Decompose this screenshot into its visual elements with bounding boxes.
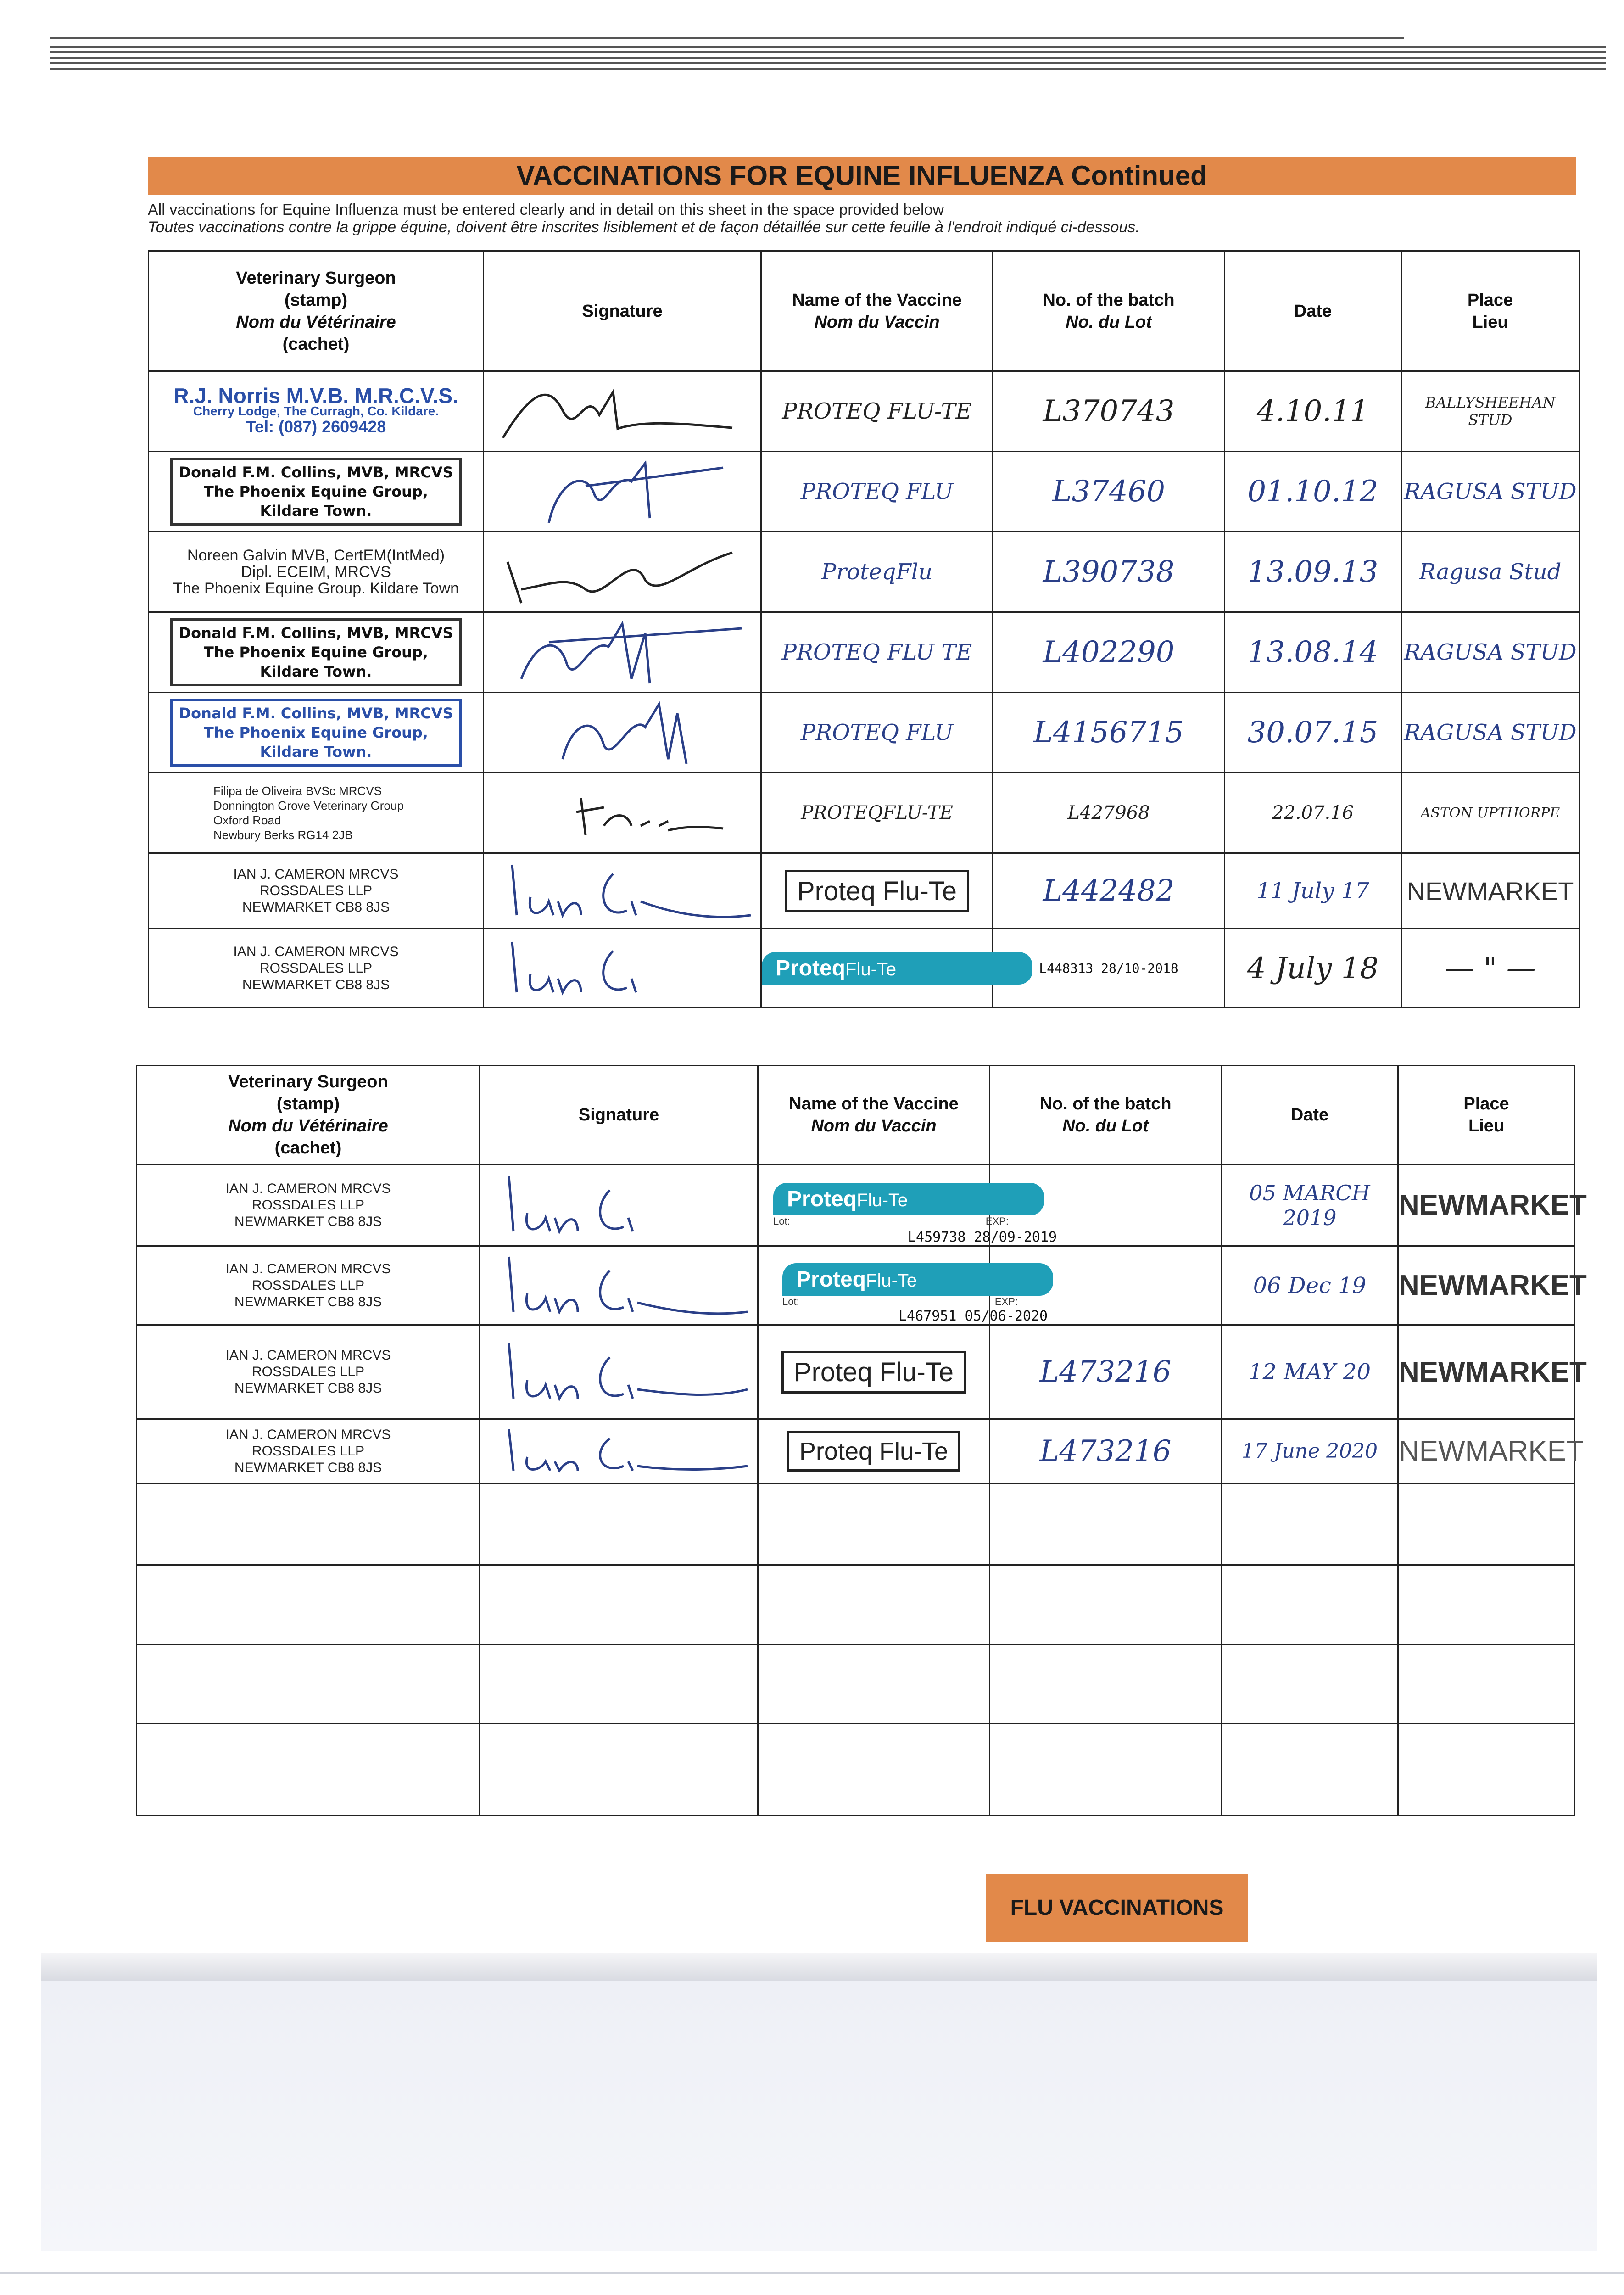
place: NEWMARKET: [1398, 1164, 1575, 1246]
signature-mark: [494, 374, 751, 447]
batch-number: L459738 28/09-2019: [990, 1164, 1222, 1246]
section-tab: FLU VACCINATIONS: [986, 1874, 1248, 1942]
vet-stamp: IAN J. CAMERON MRCVS ROSSDALES LLP NEWMARKET CB8 8JS: [137, 1419, 480, 1483]
table-row-empty: [137, 1565, 1575, 1645]
signature-mark: [494, 933, 751, 1002]
header-batch: No. of the batch No. du Lot: [993, 251, 1225, 371]
signature: [484, 612, 761, 693]
vaccine-name: Proteq Flu-Te: [758, 1325, 990, 1419]
header-date: Date: [1225, 251, 1401, 371]
vet-stamp: IAN J. CAMERON MRCVS ROSSDALES LLP NEWMARKET CB8 8JS: [137, 1246, 480, 1325]
signature: [480, 1325, 758, 1419]
table-row-empty: [137, 1724, 1575, 1816]
top-rule: [50, 46, 1606, 48]
signature: [484, 693, 761, 773]
place: NEWMARKET: [1398, 1419, 1575, 1483]
batch-number: L370743: [993, 371, 1225, 452]
header-date: Date: [1222, 1066, 1398, 1164]
signature-mark: [494, 534, 751, 608]
header-batch: No. of the batch No. du Lot: [990, 1066, 1222, 1164]
scan-background: [41, 1981, 1597, 2251]
vaccination-date: 01.10.12: [1225, 452, 1401, 532]
header-place: Place Lieu: [1401, 251, 1579, 371]
vet-stamp: R.J. Norris M.V.B. M.R.C.V.S. Cherry Lodge, The Curragh, Co. Kildare. Tel: (087) 2609428: [149, 371, 484, 452]
place: NEWMARKET: [1401, 853, 1579, 929]
scan-shadow: [41, 1953, 1597, 1981]
vaccination-date: 12 MAY 20: [1222, 1325, 1398, 1419]
batch-number: L467951 05/06-2020: [990, 1246, 1222, 1325]
vet-stamp: Filipa de Oliveira BVSc MRCVS Donnington Grove Veterinary Group Oxford Road Newbury Berks RG14 2JB: [149, 773, 484, 853]
vaccine-name: PROTEQFLU-TE: [761, 773, 993, 853]
header-vet: Veterinary Surgeon (stamp) Nom du Vétérinaire (cachet): [149, 251, 484, 371]
signature-mark: [491, 1248, 748, 1321]
batch-number: L473216: [990, 1325, 1222, 1419]
header-vet: Veterinary Surgeon (stamp) Nom du Vétérinaire (cachet): [137, 1066, 480, 1164]
place: RAGUSA STUD: [1401, 693, 1579, 773]
table-row: [149, 853, 1579, 929]
vaccination-date: 30.07.15: [1225, 693, 1401, 773]
vaccine-name: PROTEQ FLU-TE: [761, 371, 993, 452]
vaccination-table-2: [136, 1065, 1587, 1816]
vaccination-date: 11 July 17: [1225, 853, 1401, 929]
vaccine-name: [761, 929, 993, 1008]
table-row: [149, 693, 1579, 773]
top-rule: [50, 37, 1404, 39]
vaccine-name: Proteq Flu-Te: [761, 853, 993, 929]
signature-mark: [494, 615, 751, 688]
vet-stamp: IAN J. CAMERON MRCVS ROSSDALES LLP NEWMARKET CB8 8JS: [137, 1164, 480, 1246]
signature: [480, 1419, 758, 1483]
vet-stamp: Donald F.M. Collins, MVB, MRCVS The Phoenix Equine Group, Kildare Town.: [149, 612, 484, 693]
top-rule: [50, 57, 1606, 59]
vet-stamp: IAN J. CAMERON MRCVS ROSSDALES LLP NEWMARKET CB8 8JS: [149, 929, 484, 1008]
signature: [484, 452, 761, 532]
table-header-row: [137, 1066, 1575, 1164]
place: Ragusa Stud: [1401, 532, 1579, 612]
page-title: VACCINATIONS FOR EQUINE INFLUENZA Continued: [148, 157, 1576, 195]
batch-number: L448313 28/10-2018: [993, 929, 1225, 1008]
table-row: [149, 612, 1579, 693]
vaccination-date: 13.09.13: [1225, 532, 1401, 612]
table-header-row: [149, 251, 1579, 371]
signature: [480, 1164, 758, 1246]
top-rule: [50, 62, 1606, 64]
place: — " —: [1401, 929, 1579, 1008]
signature-mark: [494, 454, 751, 527]
place: NEWMARKET: [1398, 1246, 1575, 1325]
table-row: [137, 1164, 1575, 1246]
table-row: [149, 929, 1579, 1008]
place: RAGUSA STUD: [1401, 612, 1579, 693]
signature: [484, 929, 761, 1008]
signature: [484, 773, 761, 853]
signature: [484, 532, 761, 612]
table-row: [137, 1325, 1575, 1419]
vaccine-label-sticker: ProteqFlu-Te: [762, 952, 1032, 985]
signature-mark: [491, 1167, 748, 1241]
vaccine-name: ProteqFlu: [761, 532, 993, 612]
vaccine-name: Proteq Flu-Te: [758, 1419, 990, 1483]
vaccination-date: 17 June 2020: [1222, 1419, 1398, 1483]
top-rule: [50, 51, 1606, 53]
table-row: [149, 452, 1579, 532]
signature-mark: [494, 775, 751, 849]
instructions-fr: Toutes vaccinations contre la grippe équine, doivent être inscrites lisiblement et de façon détaillée sur cette feuille à l'endroit indiqué ci-dessous.: [148, 218, 1140, 236]
signature: [484, 371, 761, 452]
batch-number: L4156715: [993, 693, 1225, 773]
vaccine-name: PROTEQ FLU: [761, 693, 993, 773]
vaccination-table-1: [148, 250, 1580, 1008]
table-row: [149, 371, 1579, 452]
vaccination-date: 4 July 18: [1225, 929, 1401, 1008]
vaccination-date: 13.08.14: [1225, 612, 1401, 693]
instructions-en: All vaccinations for Equine Influenza must be entered clearly and in detail on this sheet in the space provided below: [148, 201, 944, 218]
vet-stamp: Donald F.M. Collins, MVB, MRCVS The Phoenix Equine Group, Kildare Town.: [149, 452, 484, 532]
header-place: Place Lieu: [1398, 1066, 1575, 1164]
table-row: [149, 532, 1579, 612]
place: BALLYSHEEHAN STUD: [1401, 371, 1579, 452]
vaccine-name: PROTEQ FLU TE: [761, 612, 993, 693]
place: RAGUSA STUD: [1401, 452, 1579, 532]
vaccination-date: 05 MARCH 2019: [1222, 1164, 1398, 1246]
signature: [484, 853, 761, 929]
table-row: [149, 773, 1579, 853]
signature-mark: [491, 1334, 748, 1408]
vet-stamp: Donald F.M. Collins, MVB, MRCVS The Phoenix Equine Group, Kildare Town.: [149, 693, 484, 773]
batch-number: L402290: [993, 612, 1225, 693]
signature-mark: [494, 856, 751, 924]
header-signature: Signature: [484, 251, 761, 371]
vet-stamp: IAN J. CAMERON MRCVS ROSSDALES LLP NEWMARKET CB8 8JS: [149, 853, 484, 929]
vaccine-label-sticker: ProteqFlu-Te Lot: EXP:: [782, 1263, 1053, 1308]
signature-mark: [491, 1420, 748, 1480]
table-row-empty: [137, 1483, 1575, 1565]
place: ASTON UPTHORPE: [1401, 773, 1579, 853]
table-row-empty: [137, 1645, 1575, 1724]
header-vaccine: Name of the Vaccine Nom du Vaccin: [758, 1066, 990, 1164]
vaccine-label-sticker: ProteqFlu-Te Lot: EXP:: [773, 1183, 1044, 1227]
batch-number: L427968: [993, 773, 1225, 853]
batch-number: L390738: [993, 532, 1225, 612]
batch-number: L473216: [990, 1419, 1222, 1483]
vaccination-date: 4.10.11: [1225, 371, 1401, 452]
table-row: [137, 1419, 1575, 1483]
vaccination-date: 06 Dec 19: [1222, 1246, 1398, 1325]
vet-stamp: IAN J. CAMERON MRCVS ROSSDALES LLP NEWMARKET CB8 8JS: [137, 1325, 480, 1419]
vaccine-name: PROTEQ FLU: [761, 452, 993, 532]
scan-bottom-edge: [0, 2272, 1624, 2274]
table-row: [137, 1246, 1575, 1325]
signature-mark: [494, 695, 751, 768]
vet-stamp: Noreen Galvin MVB, CertEM(IntMed) Dipl. ECEIM, MRCVS The Phoenix Equine Group. Kildare Town: [149, 532, 484, 612]
batch-number: L442482: [993, 853, 1225, 929]
batch-number: L37460: [993, 452, 1225, 532]
vaccination-date: 22.07.16: [1225, 773, 1401, 853]
header-vaccine: Name of the Vaccine Nom du Vaccin: [761, 251, 993, 371]
signature: [480, 1246, 758, 1325]
header-signature: Signature: [480, 1066, 758, 1164]
place: NEWMARKET: [1398, 1325, 1575, 1419]
top-rule: [50, 68, 1606, 70]
